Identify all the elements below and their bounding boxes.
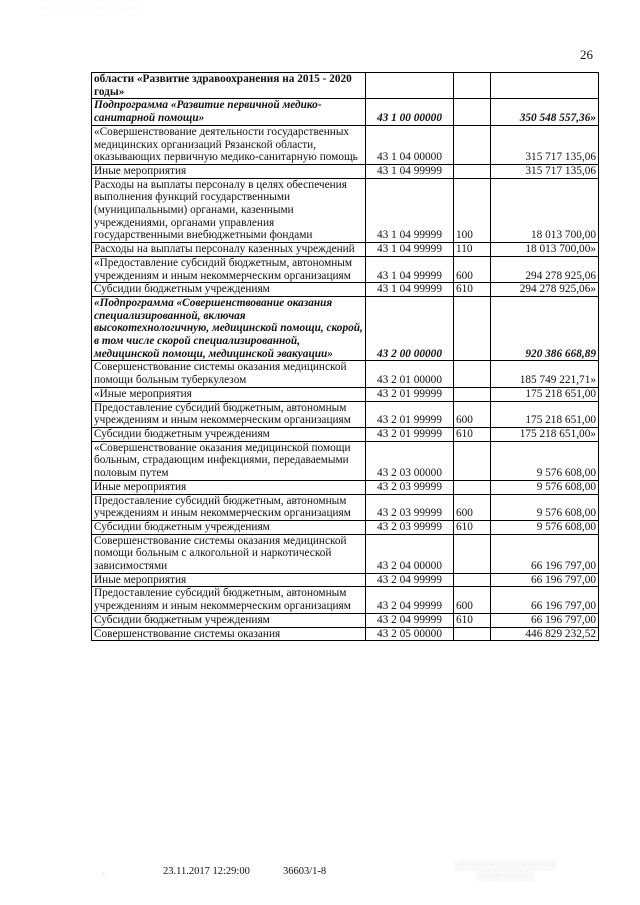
- row-code-cell: 43 2 00 00000: [366, 296, 454, 361]
- row-name-cell: Подпрограмма «Развитие первичной медико-санитарной помощи»: [92, 99, 366, 125]
- table-row: [92, 441, 599, 480]
- row-name-cell: Иные мероприятия: [92, 573, 366, 587]
- row-expense-type-cell: [454, 99, 491, 125]
- table-row: [92, 573, 599, 587]
- row-expense-type-cell: [454, 164, 491, 178]
- row-code-cell: 43 2 03 99999: [366, 520, 454, 534]
- row-code-cell: 43 2 03 99999: [366, 480, 454, 494]
- row-expense-type-cell: [454, 125, 491, 164]
- row-amount-cell: 9 576 608,00: [491, 441, 599, 480]
- row-name-cell: Субсидии бюджетным учреждениям: [92, 520, 366, 534]
- row-code-cell: 43 1 04 99999: [366, 256, 454, 282]
- row-amount-cell: 18 013 700,00»: [491, 243, 599, 257]
- row-amount-cell: 350 548 557,36»: [491, 99, 599, 125]
- table-row: [92, 243, 599, 257]
- table-row: [92, 256, 599, 282]
- row-amount-cell: 9 576 608,00: [491, 520, 599, 534]
- row-expense-type-cell: 600: [454, 401, 491, 427]
- row-code-cell: 43 1 04 00000: [366, 125, 454, 164]
- row-amount-cell: 175 218 651,00: [491, 387, 599, 401]
- row-code-cell: 43 2 04 99999: [366, 573, 454, 587]
- row-name-cell: «Совершенствование оказания медицинской помощи больным, страдающим инфекциями, передаваемыми половым путем: [92, 441, 366, 480]
- row-expense-type-cell: 610: [454, 427, 491, 441]
- row-expense-type-cell: [454, 480, 491, 494]
- row-code-cell: 43 2 04 99999: [366, 587, 454, 613]
- row-code-cell: 43 1 04 99999: [366, 243, 454, 257]
- row-code-cell: 43 2 01 99999: [366, 427, 454, 441]
- table-row: [92, 401, 599, 427]
- row-amount-cell: 66 196 797,00: [491, 613, 599, 627]
- row-code-cell: 43 2 03 00000: [366, 441, 454, 480]
- table-row: [92, 613, 599, 627]
- row-code-cell: 43 2 03 99999: [366, 494, 454, 520]
- table-row: [92, 361, 599, 387]
- table-row: [92, 627, 599, 641]
- footer-datetime: 23.11.2017 12:29:00: [163, 866, 250, 877]
- row-amount-cell: 185 749 221,71»: [491, 361, 599, 387]
- table-row: [92, 164, 599, 178]
- row-code-cell: 43 1 04 99999: [366, 283, 454, 297]
- row-expense-type-cell: [454, 73, 491, 99]
- table-row: [92, 534, 599, 573]
- table-row: [92, 480, 599, 494]
- row-name-cell: Предоставление субсидий бюджетным, автономным учреждениям и иным некоммерческим организациям: [92, 401, 366, 427]
- row-code-cell: 43 2 01 99999: [366, 387, 454, 401]
- table-row: [92, 387, 599, 401]
- scan-artifact-top: · · · · · · · · · · · · · · · · · · · · · · ·: [40, 4, 146, 13]
- row-name-cell: Расходы на выплаты персоналу в целях обеспечения выполнения функций государственными (муниципальными) органами, казенными учреждениями, органами управления государственными внебюджетными фондами: [92, 178, 366, 243]
- row-name-cell: Совершенствование системы оказания медицинской помощи больным туберкулезом: [92, 361, 366, 387]
- row-name-cell: Субсидии бюджетным учреждениям: [92, 427, 366, 441]
- row-amount-cell: 446 829 232,52: [491, 627, 599, 641]
- row-amount-cell: 294 278 925,06»: [491, 283, 599, 297]
- row-name-cell: Совершенствование системы оказания медицинской помощи больным с алкогольной и наркотической зависимостями: [92, 534, 366, 573]
- row-name-cell: «Иные мероприятия: [92, 387, 366, 401]
- row-expense-type-cell: 600: [454, 256, 491, 282]
- scan-artifact-seal: ⁘: [100, 870, 107, 879]
- row-expense-type-cell: [454, 534, 491, 573]
- row-expense-type-cell: [454, 627, 491, 641]
- row-expense-type-cell: 100: [454, 178, 491, 243]
- table-row: [92, 99, 599, 125]
- row-code-cell: 43 2 01 00000: [366, 361, 454, 387]
- row-name-cell: «Совершенствование деятельности государственных медицинских организаций Рязанской области, оказывающих первичную медико-санитарную помощь: [92, 125, 366, 164]
- budget-table-body: [92, 73, 599, 641]
- row-code-cell: [366, 73, 454, 99]
- row-amount-cell: 315 717 135,06: [491, 125, 599, 164]
- row-name-cell: Совершенствование системы оказания: [92, 627, 366, 641]
- footer-doc-id: 36603/1-8: [283, 866, 327, 877]
- row-name-cell: Предоставление субсидий бюджетным, автономным учреждениям и иным некоммерческим организациям: [92, 494, 366, 520]
- row-expense-type-cell: 610: [454, 520, 491, 534]
- row-expense-type-cell: [454, 296, 491, 361]
- row-code-cell: 43 2 04 99999: [366, 613, 454, 627]
- table-row: [92, 520, 599, 534]
- table-row: [92, 494, 599, 520]
- row-amount-cell: 175 218 651,00: [491, 401, 599, 427]
- row-amount-cell: 9 576 608,00: [491, 480, 599, 494]
- faint-stamp-mark: ░░░░░░░░░░░░░░░░ ░░░░░░░░░: [453, 860, 557, 881]
- row-amount-cell: [491, 73, 599, 99]
- row-amount-cell: 175 218 651,00»: [491, 427, 599, 441]
- row-code-cell: 43 2 05 00000: [366, 627, 454, 641]
- row-amount-cell: 294 278 925,06: [491, 256, 599, 282]
- row-expense-type-cell: 600: [454, 587, 491, 613]
- budget-table: [91, 72, 599, 641]
- row-expense-type-cell: 600: [454, 494, 491, 520]
- row-code-cell: 43 2 04 00000: [366, 534, 454, 573]
- table-row: [92, 296, 599, 361]
- row-code-cell: 43 1 04 99999: [366, 178, 454, 243]
- row-name-cell: Предоставление субсидий бюджетным, автономным учреждениям и иным некоммерческим организациям: [92, 587, 366, 613]
- row-amount-cell: 66 196 797,00: [491, 587, 599, 613]
- row-amount-cell: 920 386 668,89: [491, 296, 599, 361]
- row-expense-type-cell: 610: [454, 283, 491, 297]
- row-expense-type-cell: [454, 361, 491, 387]
- row-amount-cell: 66 196 797,00: [491, 534, 599, 573]
- row-amount-cell: 9 576 608,00: [491, 494, 599, 520]
- page-number: 26: [580, 47, 593, 62]
- row-expense-type-cell: 610: [454, 613, 491, 627]
- table-row: [92, 283, 599, 297]
- row-name-cell: «Подпрограмма «Совершенствование оказания специализированной, включая высокотехнологичную, медицинской помощи, скорой, в том числе скорой специализированной, медицинской помощи, медицинской эвакуации»: [92, 296, 366, 361]
- row-name-cell: Субсидии бюджетным учреждениям: [92, 613, 366, 627]
- table-row: [92, 427, 599, 441]
- row-expense-type-cell: [454, 441, 491, 480]
- row-expense-type-cell: [454, 573, 491, 587]
- table-row: [92, 125, 599, 164]
- row-name-cell: Иные мероприятия: [92, 164, 366, 178]
- table-row: [92, 178, 599, 243]
- row-amount-cell: 66 196 797,00: [491, 573, 599, 587]
- row-expense-type-cell: 110: [454, 243, 491, 257]
- row-name-cell: «Предоставление субсидий бюджетным, автономным учреждениям и иным некоммерческим организациям: [92, 256, 366, 282]
- table-row: [92, 587, 599, 613]
- row-amount-cell: 315 717 135,06: [491, 164, 599, 178]
- row-amount-cell: 18 013 700,00: [491, 178, 599, 243]
- row-name-cell: области «Развитие здравоохранения на 2015 - 2020 годы»: [92, 73, 366, 99]
- row-name-cell: Субсидии бюджетным учреждениям: [92, 283, 366, 297]
- row-expense-type-cell: [454, 387, 491, 401]
- row-code-cell: 43 1 04 99999: [366, 164, 454, 178]
- row-code-cell: 43 1 00 00000: [366, 99, 454, 125]
- row-code-cell: 43 2 01 99999: [366, 401, 454, 427]
- table-row: [92, 73, 599, 99]
- row-name-cell: Иные мероприятия: [92, 480, 366, 494]
- row-name-cell: Расходы на выплаты персоналу казенных учреждений: [92, 243, 366, 257]
